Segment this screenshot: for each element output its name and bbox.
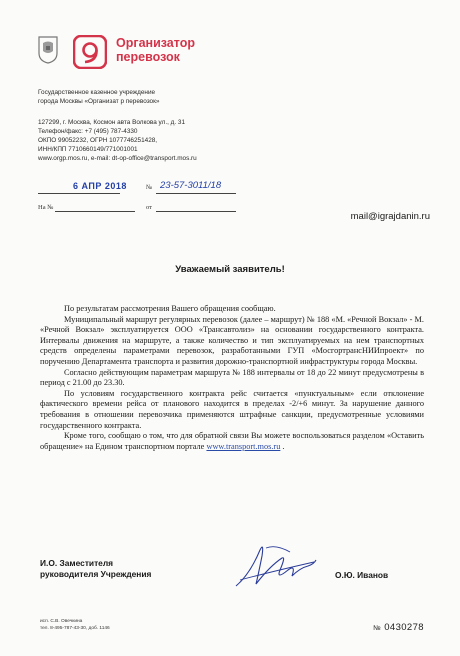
logo-name [116, 36, 195, 64]
recipient-email: mail@igrajdanin.ru [350, 211, 430, 222]
org-full-name-2: города Москвы «Организат р перевозок» [38, 98, 160, 105]
logo-line-2: перевозок [116, 50, 180, 64]
number-label: № [146, 184, 153, 191]
form-serial-number [373, 622, 424, 633]
reply-from-label: от [146, 204, 153, 211]
paragraph-2: Муниципальный маршрут регулярных перевозок (далее – маршрут) № 188 «М. «Речной Вокзал» - М. «Речной Вокзал» эксплуатируется ООО «Трансавтолиз» на основании государственного контракта. Интервалы движения на маршруте, а также количество и тип эксплуатируемых на нем транспортных средств определены параметрами перевозок, разработанными ГУП «МосгортрансНИИпроект» по поручению Департамента транспорта и развития дорожно-транспортной инфраструктуры города Москвы. [40, 314, 424, 366]
serial-label: № [373, 625, 382, 632]
organizer-logo-icon [73, 35, 107, 69]
signatory-title-line-2: руководителя Учреждения [40, 569, 152, 579]
letter-body [40, 304, 424, 452]
signatory-title [40, 558, 151, 580]
registration-number: 23-57-3011/18 [160, 180, 222, 191]
registration-date: 6 АПР 2018 [73, 181, 127, 191]
date-line [38, 193, 120, 194]
executor-name: исп. С.В. Овечкина [40, 619, 83, 624]
reply-from-line [156, 211, 236, 212]
paragraph-4: По условиям государственного контракта рейс считается «пунктуальным» если отклонение фактического времени рейса от планового находится в пределах -2/+6 минут. За нарушение данного требования в отношении перевозчика применяются штрафные санкции, предусмотренные условиями государственного контракта. [40, 388, 424, 430]
executor-info [40, 618, 110, 632]
salutation: Уважаемый заявитель! [175, 264, 285, 275]
paragraph-5-text: Кроме того, сообщаю о том, что для обратной связи Вы можете воспользоваться разделом «Оставить обращение» на Едином транспортном портале [40, 431, 424, 451]
org-web: www.orgp.mos.ru, e-mail: dt-op-office@transport.mos.ru [38, 155, 197, 162]
handwritten-signature [230, 536, 320, 594]
paragraph-5 [40, 431, 424, 452]
org-address: 127299, г. Москва, Космон авта Волкова ул., д. 31 [38, 119, 186, 126]
number-line [156, 193, 236, 194]
executor-phone: тел. 8-495-787-43-30, доб. 1146 [40, 626, 110, 631]
serial-value: 0430278 [384, 622, 424, 633]
logo-line-1: Организатор [116, 36, 195, 50]
paragraph-5-tail: . [280, 441, 285, 451]
org-inn: ИНН/КПП 7710660149/771001001 [38, 146, 138, 153]
reply-to-label: На № [38, 204, 54, 211]
moscow-crest-icon [38, 36, 58, 64]
org-phone: Телефон/факс: +7 (495) 787-4330 [38, 128, 138, 135]
reply-to-line [55, 211, 135, 212]
org-full-name-1: Государственное казенное учреждение [38, 89, 156, 96]
org-okpo: ОКПО 99052232, ОГРН 1077746251428, [38, 137, 158, 144]
signatory-title-line-1: И.О. Заместителя [40, 558, 114, 568]
paragraph-3: Согласно действующим параметрам маршрута № 188 интервалы от 18 до 22 минут предусмотрены в период с 21.00 до 23.30. [40, 367, 424, 388]
transport-portal-link[interactable]: www.transport.mos.ru [206, 441, 281, 451]
paragraph-1: По результатам рассмотрения Вашего обращения сообщаю. [64, 304, 276, 313]
signatory-name: О.Ю. Иванов [335, 570, 389, 580]
